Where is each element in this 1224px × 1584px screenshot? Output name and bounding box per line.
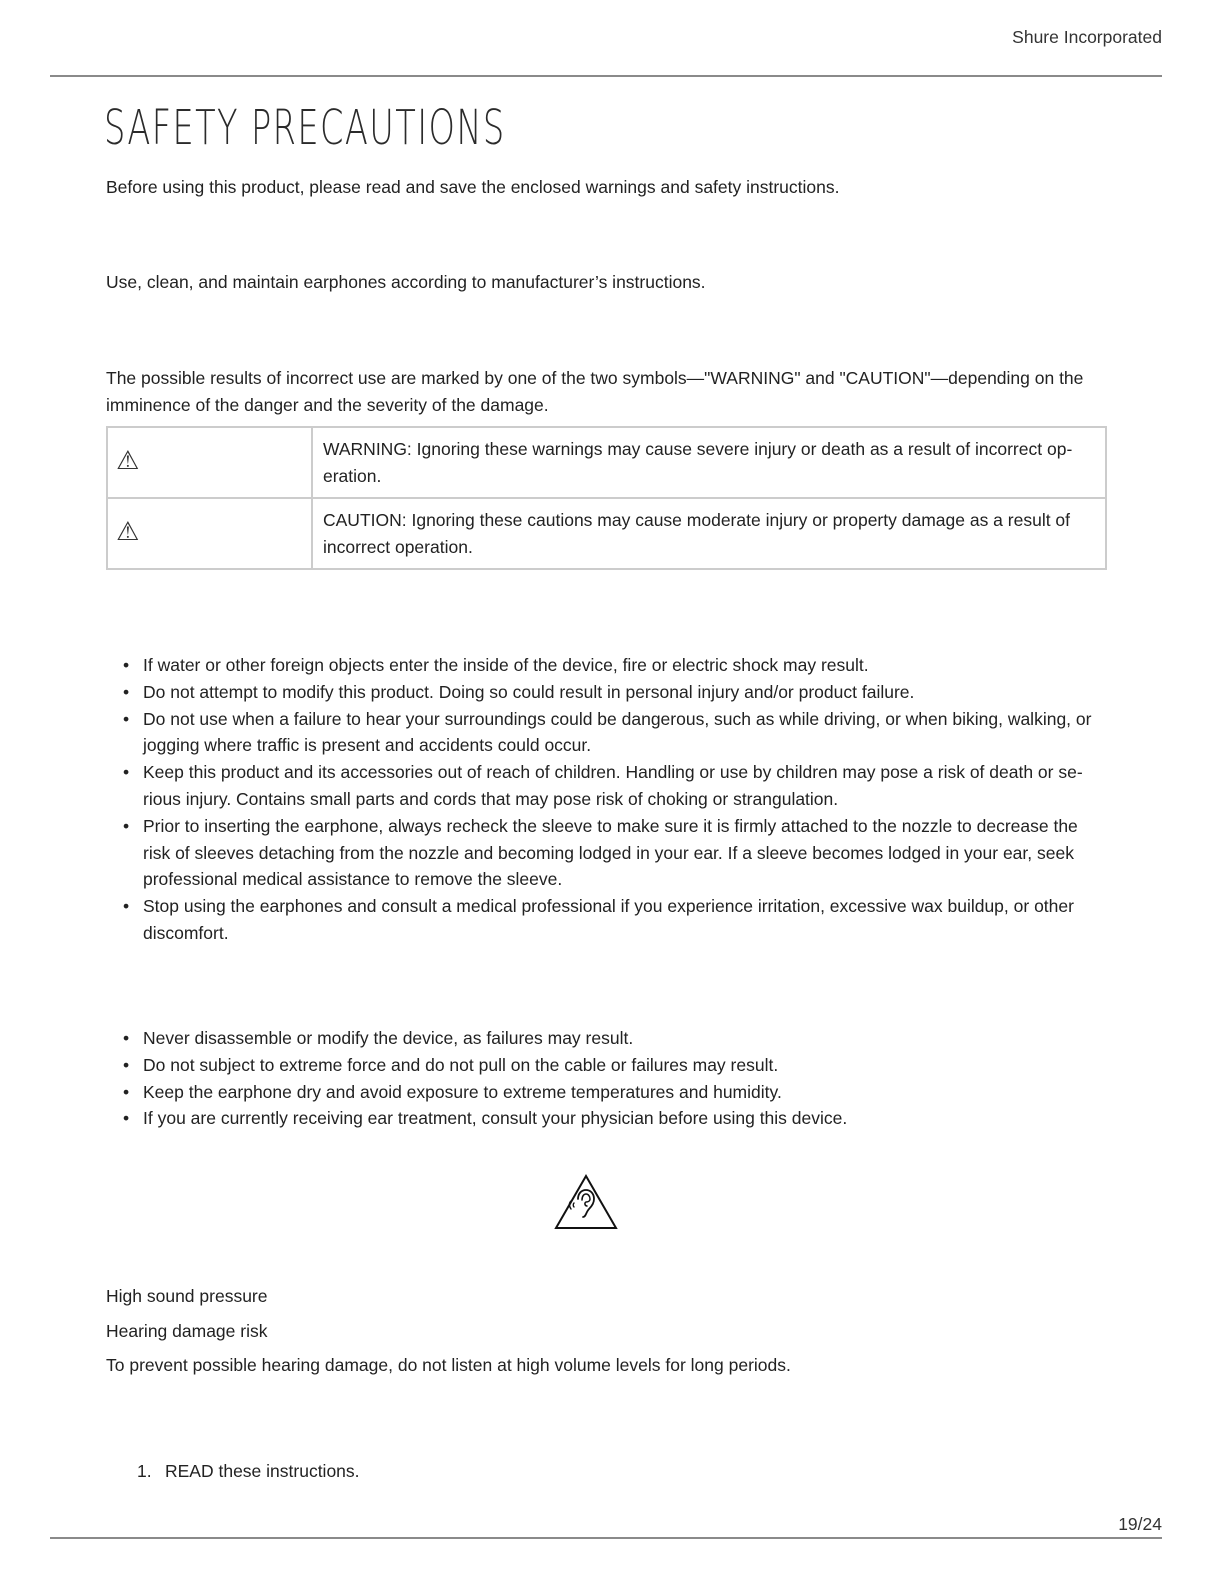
header-company-name: Shure Incorporated	[1012, 27, 1162, 47]
header-divider	[50, 75, 1162, 77]
caution-triangle-icon: ⚠	[116, 517, 140, 548]
symbols-intro-paragraph: The possible results of incorrect use are marked by one of the two symbols—"WARNING" and "CAUTION"—depending on the imminence of the danger and the severity of the damage.	[106, 368, 1084, 415]
list-item-text: READ these instructions.	[165, 1461, 360, 1481]
list-item: • Stop using the earphones and consult a medical professional if you experience irritation, excessive wax buildup, or other discomfort.	[106, 893, 1106, 947]
warning-triangle-icon: ⚠	[116, 446, 140, 477]
list-item: • Never disassemble or modify the device, as failures may result.	[106, 1025, 1106, 1052]
symbol-cell	[107, 427, 312, 498]
footer-divider	[50, 1537, 1162, 1539]
list-item: • If you are currently receiving ear treatment, consult your physician before using this device.	[106, 1105, 1106, 1132]
list-item: • Keep this product and its accessories out of reach of children. Handling or use by children may pose a risk of death or serious injury. Contains small parts and cords that may pose risk of choking or strangulation.	[106, 759, 1106, 813]
hearing-damage-warning-icon	[553, 1173, 619, 1231]
instructions-list	[106, 1458, 360, 1484]
maintenance-paragraph: Use, clean, and maintain earphones according to manufacturer’s instructions.	[106, 272, 706, 292]
hearing-line-3: To prevent possible hearing damage, do not listen at high volume levels for long periods.	[106, 1355, 791, 1375]
list-item	[106, 1458, 360, 1484]
intro-paragraph: Before using this product, please read and save the enclosed warnings and safety instructions.	[106, 177, 840, 197]
symbol-description: WARNING: Ignoring these warnings may cause severe injury or death as a result of incorrect operation.	[312, 427, 1106, 498]
list-item: • Do not use when a failure to hear your surroundings could be dangerous, such as while driving, or when biking, walking, or jogging where traffic is present and accidents could occur.	[106, 706, 1106, 760]
symbols-row-warning	[107, 427, 1106, 498]
hearing-line-2: Hearing damage risk	[106, 1321, 268, 1341]
list-item: • Do not subject to extreme force and do not pull on the cable or failures may result.	[106, 1052, 1106, 1079]
warnings-list	[106, 652, 1106, 947]
cautions-list	[106, 1025, 1106, 1132]
page-title: SAFETY PRECAUTIONS	[104, 100, 506, 156]
list-item-number: 1.	[137, 1461, 152, 1481]
symbols-table	[106, 426, 1107, 570]
hearing-line-1: High sound pressure	[106, 1286, 268, 1306]
list-item: • Keep the earphone dry and avoid exposure to extreme temperatures and humidity.	[106, 1079, 1106, 1106]
symbols-row-caution	[107, 498, 1106, 569]
symbol-description: CAUTION: Ignoring these cautions may cause moderate injury or property damage as a result of incorrect operation.	[312, 498, 1106, 569]
list-item: • Do not attempt to modify this product. Doing so could result in personal injury and/or product failure.	[106, 679, 1106, 706]
symbol-cell	[107, 498, 312, 569]
page-number: 19/24	[1118, 1514, 1162, 1534]
list-item: • If water or other foreign objects enter the inside of the device, fire or electric shock may result.	[106, 652, 1106, 679]
list-item: • Prior to inserting the earphone, always recheck the sleeve to make sure it is firmly attached to the nozzle to decrease the risk of sleeves detaching from the nozzle and becoming lodged in your ear. If a sleeve becomes lodged in your ear, seek professional medical assistance to remove the sleeve.	[106, 813, 1106, 893]
